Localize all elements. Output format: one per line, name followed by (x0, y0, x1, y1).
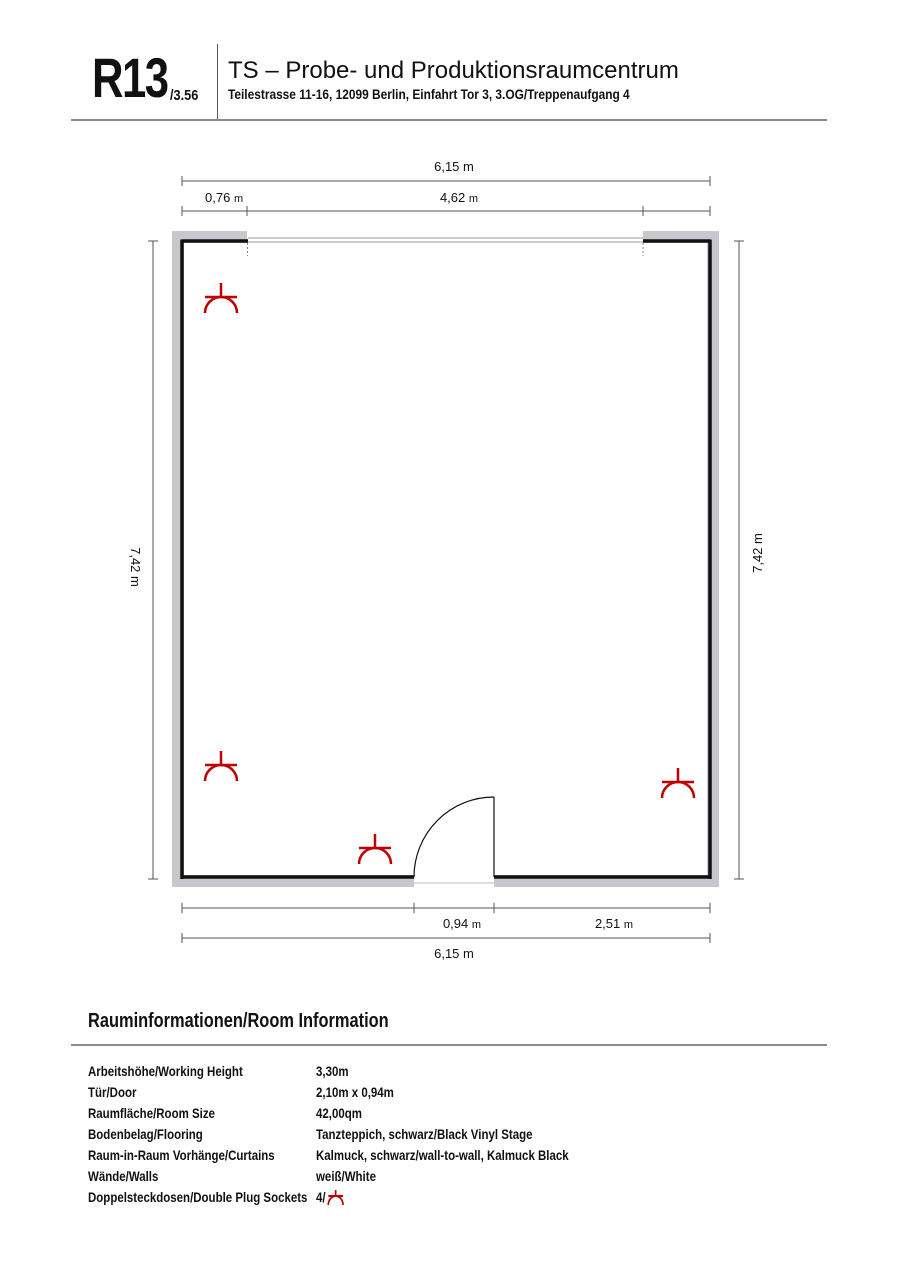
dim-top-total: 6,15 m (434, 159, 474, 174)
info-label: Bodenbelag/Flooring (88, 1126, 203, 1142)
room-sub-code: /3.56 (170, 87, 199, 104)
room-code: R13 (92, 46, 168, 109)
dim-bottom-door: 0,94 m (442, 916, 482, 931)
info-value: 2,10m x 0,94m (316, 1084, 394, 1100)
info-rule (71, 1044, 827, 1046)
info-label: Raumfläche/Room Size (88, 1105, 215, 1121)
page-title: TS – Probe- und Produktionsraumcentrum (228, 57, 679, 84)
info-value-sockets (316, 1187, 344, 1208)
dim-top-left: 0,76 m (205, 190, 244, 205)
dim-top-window: 4,62 m (439, 190, 479, 205)
room-floor (184, 243, 707, 875)
dim-left-height: 7,42 m (128, 547, 143, 587)
info-label: Arbeitshöhe/Working Height (88, 1063, 243, 1079)
info-label: Wände/Walls (88, 1168, 159, 1184)
address: Teilestrasse 11-16, 12099 Berlin, Einfahrt Tor 3, 3.OG/Treppenaufgang 4 (228, 86, 630, 102)
door-gap (414, 874, 494, 888)
info-label: Tür/Door (88, 1084, 137, 1100)
dim-right-height: 7,42 m (750, 533, 765, 573)
info-value: Tanzteppich, schwarz/Black Vinyl Stage (316, 1126, 533, 1142)
dim-bottom-right: 2,51 m (594, 916, 634, 931)
info-value: weiß/White (316, 1168, 376, 1184)
info-value: 42,00qm (316, 1105, 362, 1121)
info-value: Kalmuck, schwarz/wall-to-wall, Kalmuck Black (316, 1147, 569, 1163)
info-value: 3,30m (316, 1063, 349, 1079)
info-label: Raum-in-Raum Vorhänge/Curtains (88, 1147, 275, 1163)
socket-icon (326, 1190, 344, 1206)
info-heading: Rauminformationen/Room Information (88, 1010, 389, 1032)
info-label: Doppelsteckdosen/Double Plug Sockets (88, 1189, 308, 1205)
socket-count: 4/ (316, 1189, 326, 1205)
dim-bottom-total: 6,15 m (434, 946, 474, 961)
